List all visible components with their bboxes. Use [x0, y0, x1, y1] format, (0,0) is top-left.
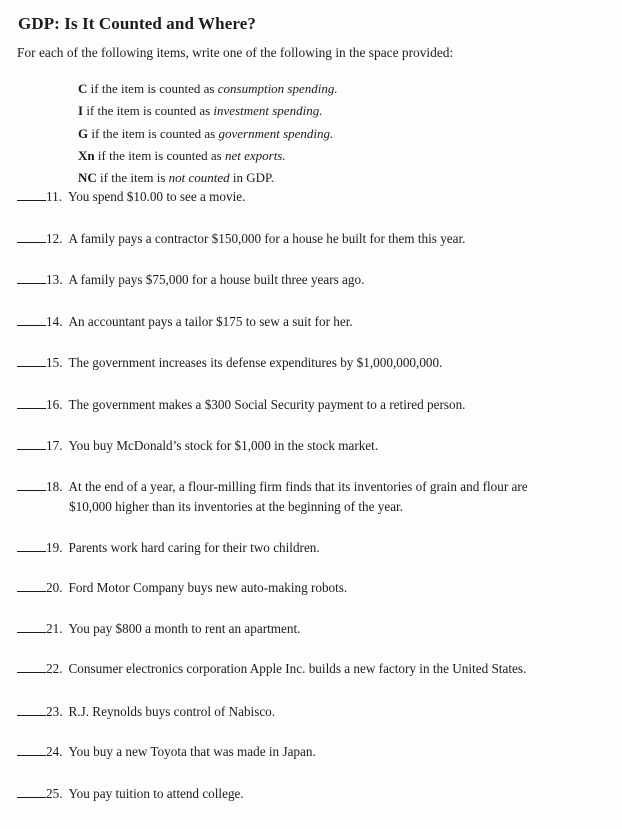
answer-blank[interactable] — [17, 745, 46, 756]
page-title: GDP: Is It Counted and Where? — [18, 14, 256, 33]
answer-blank[interactable] — [17, 787, 46, 798]
answer-blank[interactable] — [17, 232, 46, 243]
question-item: 25. You pay tuition to attend college. — [17, 786, 244, 802]
answer-blank[interactable] — [17, 356, 46, 367]
answer-blank[interactable] — [17, 581, 46, 592]
question-item: 19. Parents work hard caring for their two children. — [17, 540, 320, 556]
question-item: 21. You pay $800 a month to rent an apartment. — [17, 621, 300, 637]
code-nc: NC if the item is not counted in GDP. — [78, 170, 275, 186]
answer-blank[interactable] — [17, 662, 46, 673]
code-legend — [78, 78, 338, 189]
question-item: 12. A family pays a contractor $150,000 for a house he built for them this year. — [17, 231, 465, 247]
question-item: 18. At the end of a year, a flour-milling firm finds that its inventories of grain and flour are $10,000 higher than its inventories at the beginning of the year. — [17, 479, 528, 515]
question-item: 24. You buy a new Toyota that was made in Japan. — [17, 744, 316, 760]
answer-blank[interactable] — [17, 622, 46, 633]
question-item: 23. R.J. Reynolds buys control of Nabisco. — [17, 704, 275, 720]
code-xn: Xn if the item is counted as net exports. — [78, 147, 286, 163]
code-c: C if the item is counted as consumption spending. — [78, 81, 338, 96]
answer-blank[interactable] — [17, 439, 46, 450]
code-g: G if the item is counted as government spending. — [78, 125, 334, 141]
answer-blank[interactable] — [17, 541, 46, 552]
question-item: 22. Consumer electronics corporation Apple Inc. builds a new factory in the United States. — [17, 661, 526, 677]
question-item: 20. Ford Motor Company buys new auto-making robots. — [17, 580, 347, 596]
answer-blank[interactable] — [17, 705, 46, 716]
question-item: 14. An accountant pays a tailor $175 to sew a suit for her. — [17, 314, 353, 330]
instructions: For each of the following items, write one of the following in the space provided: — [17, 45, 454, 60]
question-item: 17. You buy McDonald’s stock for $1,000 in the stock market. — [17, 438, 378, 454]
question-item: 13. A family pays $75,000 for a house built three years ago. — [17, 272, 364, 288]
answer-blank[interactable] — [17, 273, 46, 284]
answer-blank[interactable] — [17, 398, 46, 409]
question-item: 11. You spend $10.00 to see a movie. — [17, 189, 245, 205]
answer-blank[interactable] — [17, 480, 46, 491]
answer-blank[interactable] — [17, 315, 46, 326]
answer-blank[interactable] — [17, 190, 46, 201]
question-item: 15. The government increases its defense expenditures by $1,000,000,000. — [17, 355, 442, 371]
code-i: I if the item is counted as investment spending. — [78, 103, 323, 119]
question-item: 16. The government makes a $300 Social Security payment to a retired person. — [17, 397, 465, 413]
